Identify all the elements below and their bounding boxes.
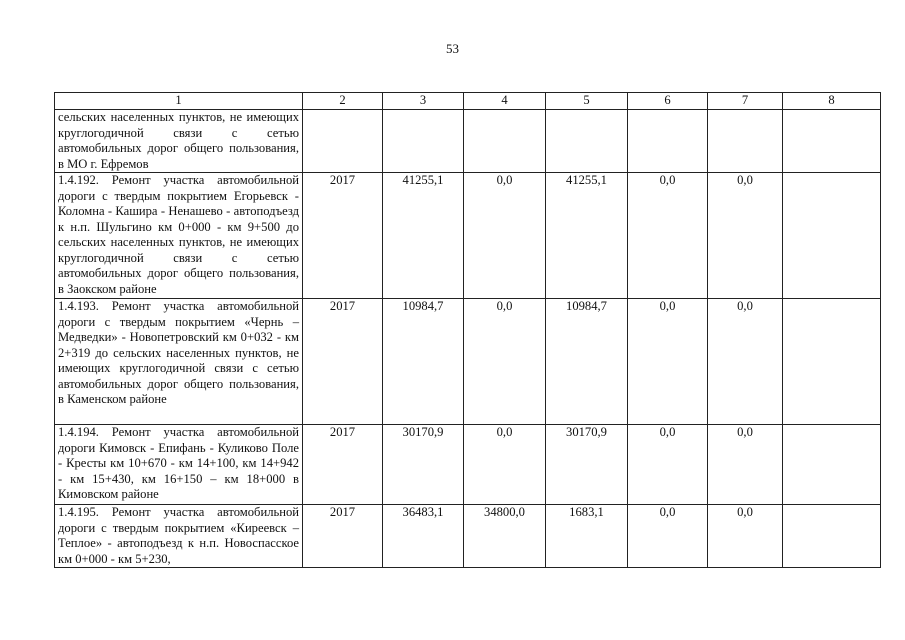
row-year: 2017	[303, 425, 383, 505]
row-value-7: 0,0	[708, 299, 783, 425]
column-header: 6	[628, 93, 708, 110]
row-value-3: 41255,1	[383, 173, 464, 299]
table-row	[55, 173, 881, 299]
row-value-8	[783, 110, 881, 173]
budget-table	[54, 92, 881, 568]
row-value-5	[546, 110, 628, 173]
row-value-4: 0,0	[464, 425, 546, 505]
row-value-6: 0,0	[628, 505, 708, 568]
row-value-3: 36483,1	[383, 505, 464, 568]
column-header: 7	[708, 93, 783, 110]
row-year	[303, 110, 383, 173]
row-value-4: 34800,0	[464, 505, 546, 568]
column-header: 1	[55, 93, 303, 110]
row-value-8	[783, 173, 881, 299]
header-row	[55, 93, 881, 110]
row-value-3	[383, 110, 464, 173]
row-description: 1.4.193. Ремонт участка автомобильной дороги с твердым покрытием «Чернь – Медведки» - Новопетровский км 0+032 - км 2+319 до сельских населенных пунктов, не имеющих круглогодичной связи с сетью автомобильных дорог общего пользования, в Каменском районе	[55, 299, 303, 425]
row-value-8	[783, 299, 881, 425]
row-value-5: 30170,9	[546, 425, 628, 505]
row-value-7: 0,0	[708, 425, 783, 505]
row-value-6: 0,0	[628, 299, 708, 425]
row-value-3: 10984,7	[383, 299, 464, 425]
row-description: сельских населенных пунктов, не имеющих круглогодичной связи с сетью автомобильных дорог общего пользования, в МО г. Ефремов	[55, 110, 303, 173]
row-value-5: 1683,1	[546, 505, 628, 568]
row-value-4	[464, 110, 546, 173]
row-value-8	[783, 505, 881, 568]
column-header: 3	[383, 93, 464, 110]
table-row	[55, 110, 881, 173]
row-year: 2017	[303, 505, 383, 568]
row-description: 1.4.192. Ремонт участка автомобильной дороги с твердым покрытием Егорьевск - Коломна - Кашира - Ненашево - автоподъезд к н.п. Шульгино км 0+000 - км 9+500 до сельских населенных пунктов, не имеющих круглогодичной связи с сетью автомобильных дорог общего пользования, в Заокском районе	[55, 173, 303, 299]
row-value-7	[708, 110, 783, 173]
column-header: 5	[546, 93, 628, 110]
row-description: 1.4.194. Ремонт участка автомобильной дороги Кимовск - Епифань - Куликово Поле - Кресты км 10+670 - км 14+100, км 14+942 - км 15+430, км 16+150 – км 18+000 в Кимовском районе	[55, 425, 303, 505]
row-value-4: 0,0	[464, 299, 546, 425]
row-value-8	[783, 425, 881, 505]
row-value-5: 10984,7	[546, 299, 628, 425]
row-year: 2017	[303, 299, 383, 425]
column-header: 2	[303, 93, 383, 110]
table-row	[55, 299, 881, 425]
row-year: 2017	[303, 173, 383, 299]
row-value-6	[628, 110, 708, 173]
row-value-7: 0,0	[708, 505, 783, 568]
row-value-5: 41255,1	[546, 173, 628, 299]
row-value-4: 0,0	[464, 173, 546, 299]
table-row	[55, 505, 881, 568]
row-value-6: 0,0	[628, 173, 708, 299]
page-number: 53	[446, 41, 459, 56]
row-value-6: 0,0	[628, 425, 708, 505]
column-header: 8	[783, 93, 881, 110]
row-description: 1.4.195. Ремонт участка автомобильной дороги с твердым покрытием «Киреевск – Теплое» - автоподъезд к н.п. Новоспасское км 0+000 - км 5+230,	[55, 505, 303, 568]
row-value-3: 30170,9	[383, 425, 464, 505]
table-row	[55, 425, 881, 505]
row-value-7: 0,0	[708, 173, 783, 299]
column-header: 4	[464, 93, 546, 110]
